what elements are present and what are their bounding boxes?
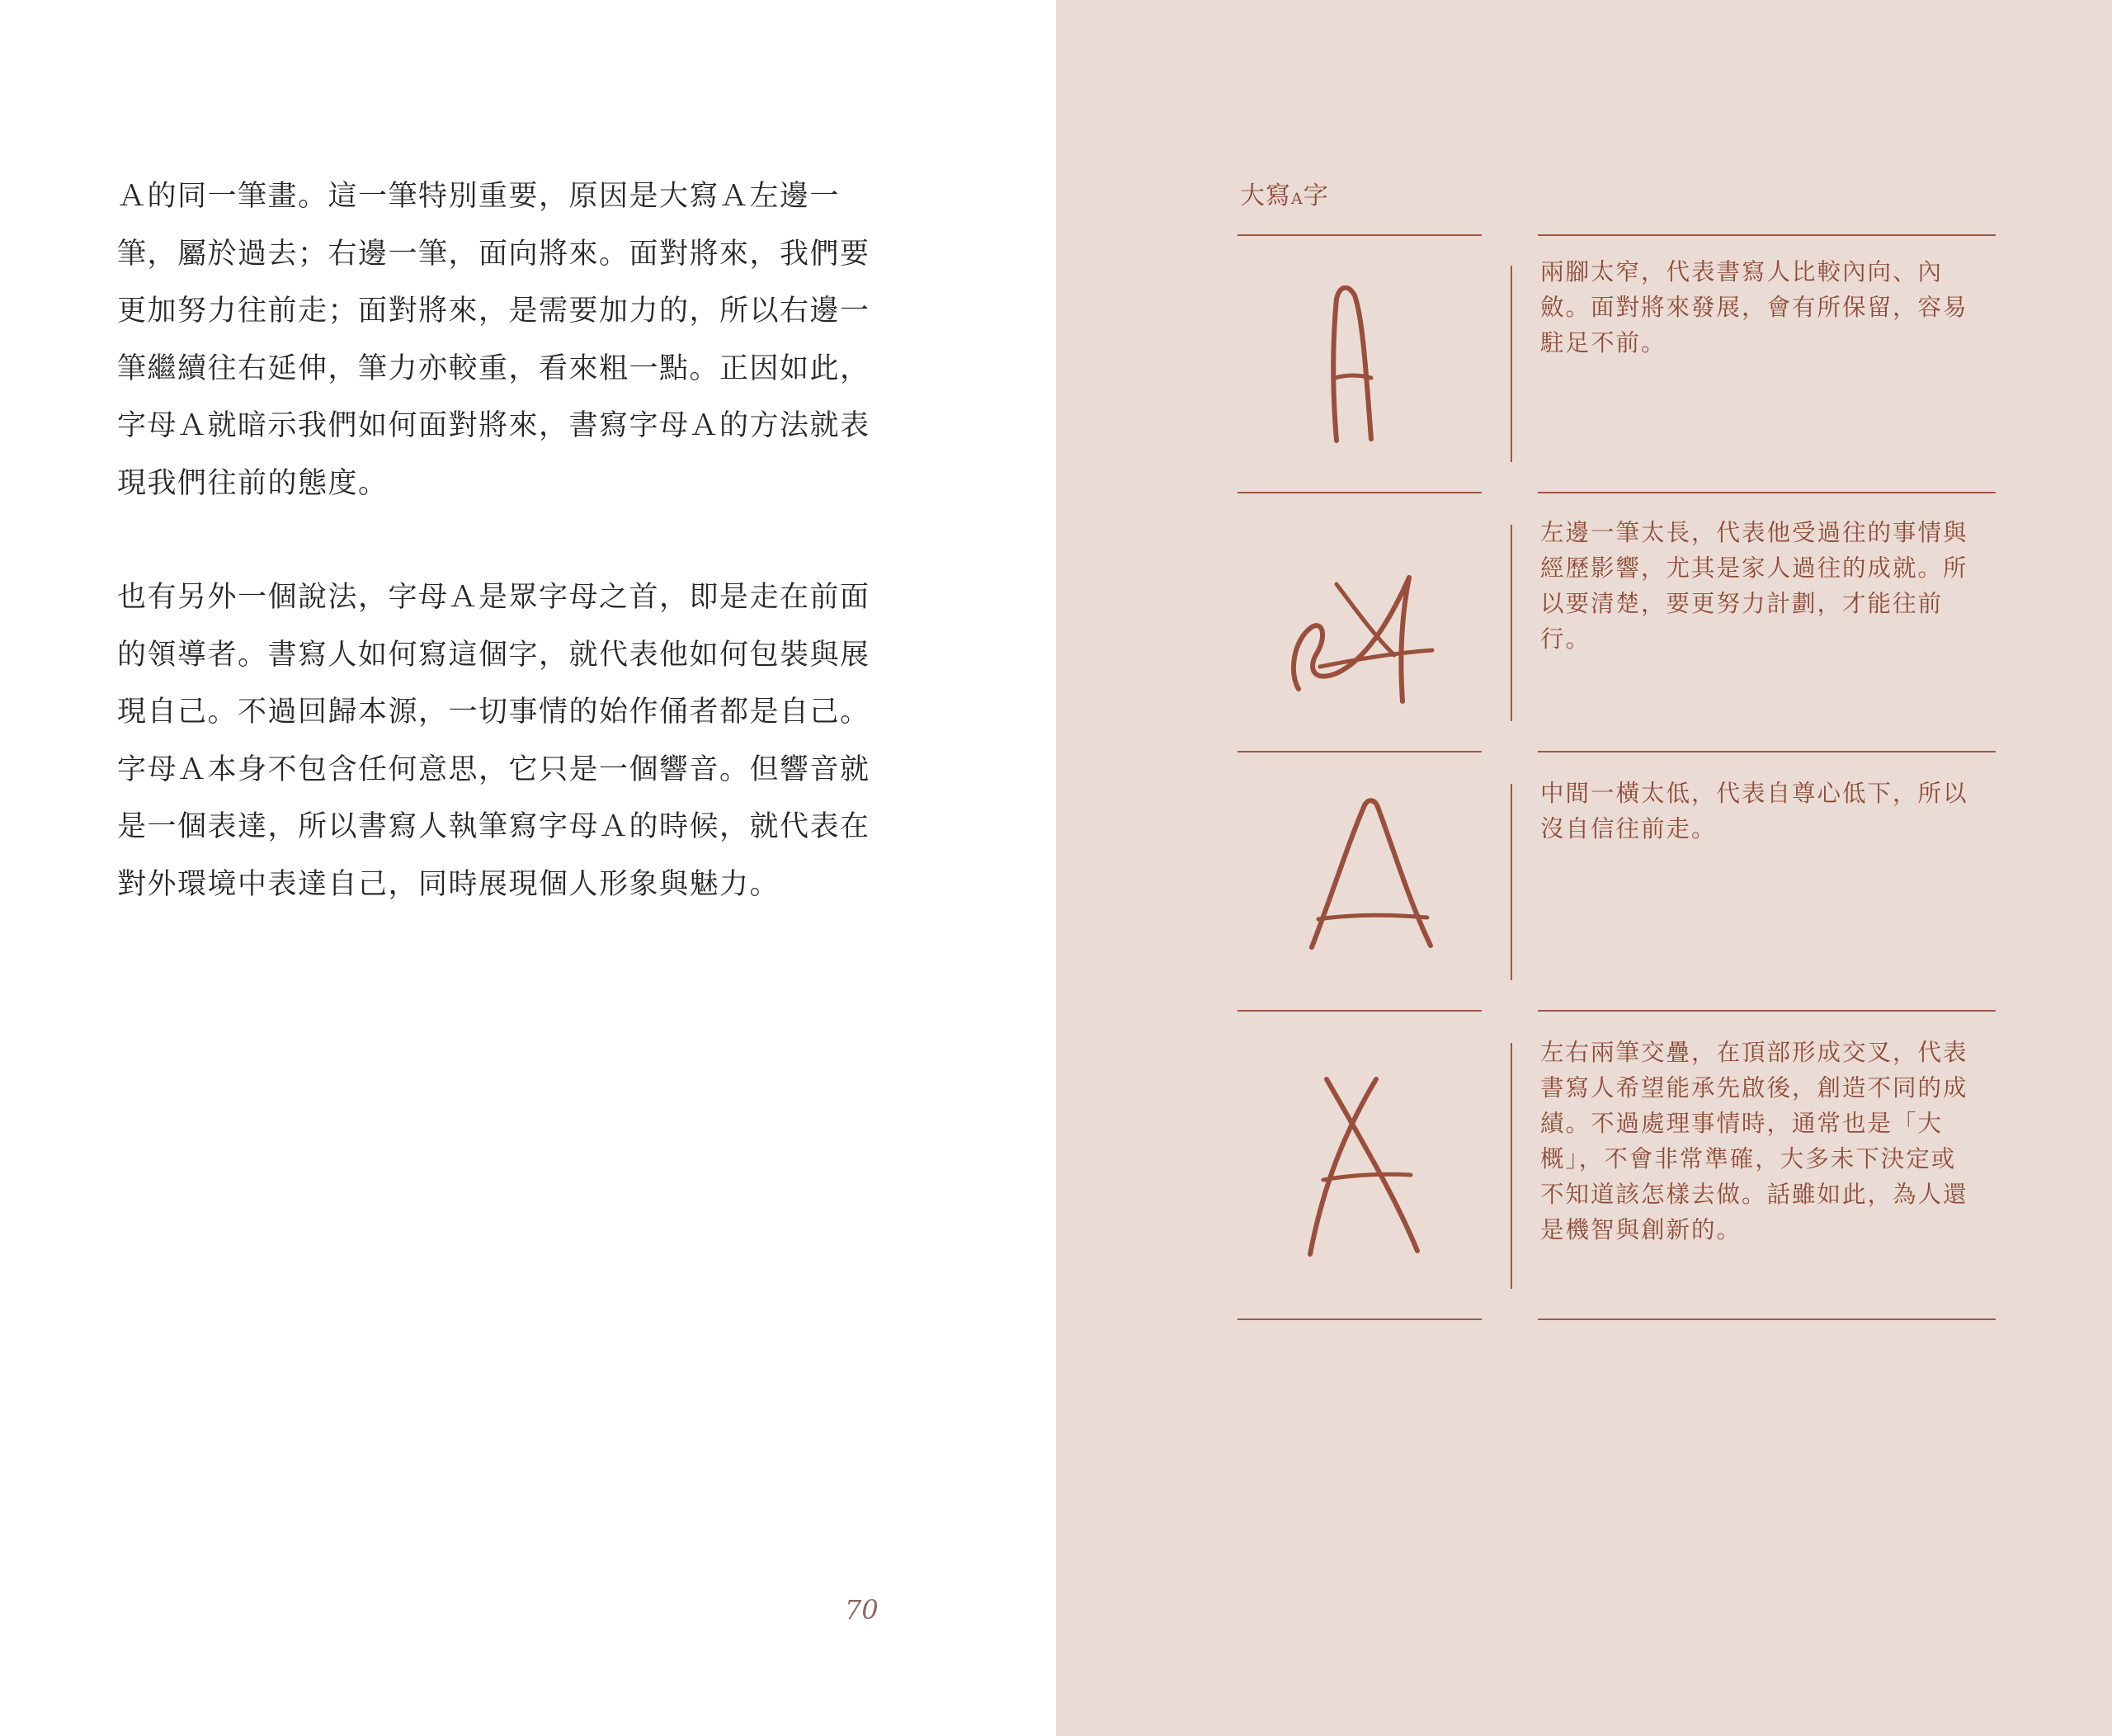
divider-line (1538, 751, 1996, 752)
low-crossbar-A-icon (1302, 794, 1442, 959)
section-title-suffix: 字 (1303, 182, 1329, 210)
vertical-divider (1511, 784, 1512, 980)
description-4: 左右兩筆交疊，在頂部形成交叉，代表書寫人希望能承先啟後，創造不同的成績。不過處理事情時，通常也是「大概」，不會非常準確，大多未下決定或不知道該怎樣去做。話雖如此，為人還是機智與創新的。 (1540, 1039, 1968, 1243)
description-1: 兩腳太窄，代表書寫人比較內向、內斂。面對將來發展，會有所保留，容易駐足不前。 (1540, 258, 1968, 356)
vertical-divider (1511, 1043, 1512, 1289)
narrow-legs-A-icon (1312, 285, 1411, 451)
description-3: 中間一橫太低，代表自尊心低下，所以沒自信往前走。 (1540, 780, 1968, 842)
divider-line (1238, 492, 1482, 493)
divider-line (1238, 751, 1482, 752)
divider-line (1538, 234, 1996, 236)
vertical-divider (1511, 266, 1512, 462)
vertical-divider (1511, 525, 1512, 721)
divider-line (1238, 234, 1482, 236)
divider-line (1538, 1319, 1996, 1320)
long-left-stroke-A-icon (1287, 561, 1452, 710)
divider-line (1238, 1010, 1482, 1012)
description-2: 左邊一筆太長，代表他受過往的事情與經歷影響，尤其是家人過往的成就。所以要清楚，要更努力計劃，才能往前行。 (1540, 519, 1968, 653)
body-text (117, 168, 876, 970)
crossed-apex-A-icon (1294, 1071, 1434, 1261)
divider-line (1538, 1010, 1996, 1012)
divider-line (1538, 492, 1996, 493)
section-title-main: 大寫 (1240, 182, 1291, 210)
section-title (1240, 175, 1329, 211)
paragraph-1: Ａ的同一筆畫。這一筆特別重要，原因是大寫Ａ左邊一筆，屬於過去；右邊一筆，面向將來。面對將來，我們要更加努力往前走；面對將來，是需要加力的，所以右邊一筆繼續往右延伸，筆力亦較重，看來粗一點。正因如此，字母Ａ就暗示我們如何面對將來，書寫字母Ａ的方法就表現我們往前的態度。 (117, 180, 870, 500)
section-title-letter: A (1291, 190, 1304, 208)
page-number: 70 (845, 1594, 879, 1625)
paragraph-2: 也有另外一個說法，字母Ａ是眾字母之首，即是走在前面的領導者。書寫人如何寫這個字，就代表他如何包裝與展現自己。不過回歸本源，一切事情的始作俑者都是自己。字母Ａ本身不包含任何意思，它只是一個響音。但響音就是一個表達，所以書寫人執筆寫字母Ａ的時候，就代表在對外環境中表達自己，同時展現個人形象與魅力。 (117, 581, 870, 901)
divider-line (1238, 1319, 1482, 1320)
